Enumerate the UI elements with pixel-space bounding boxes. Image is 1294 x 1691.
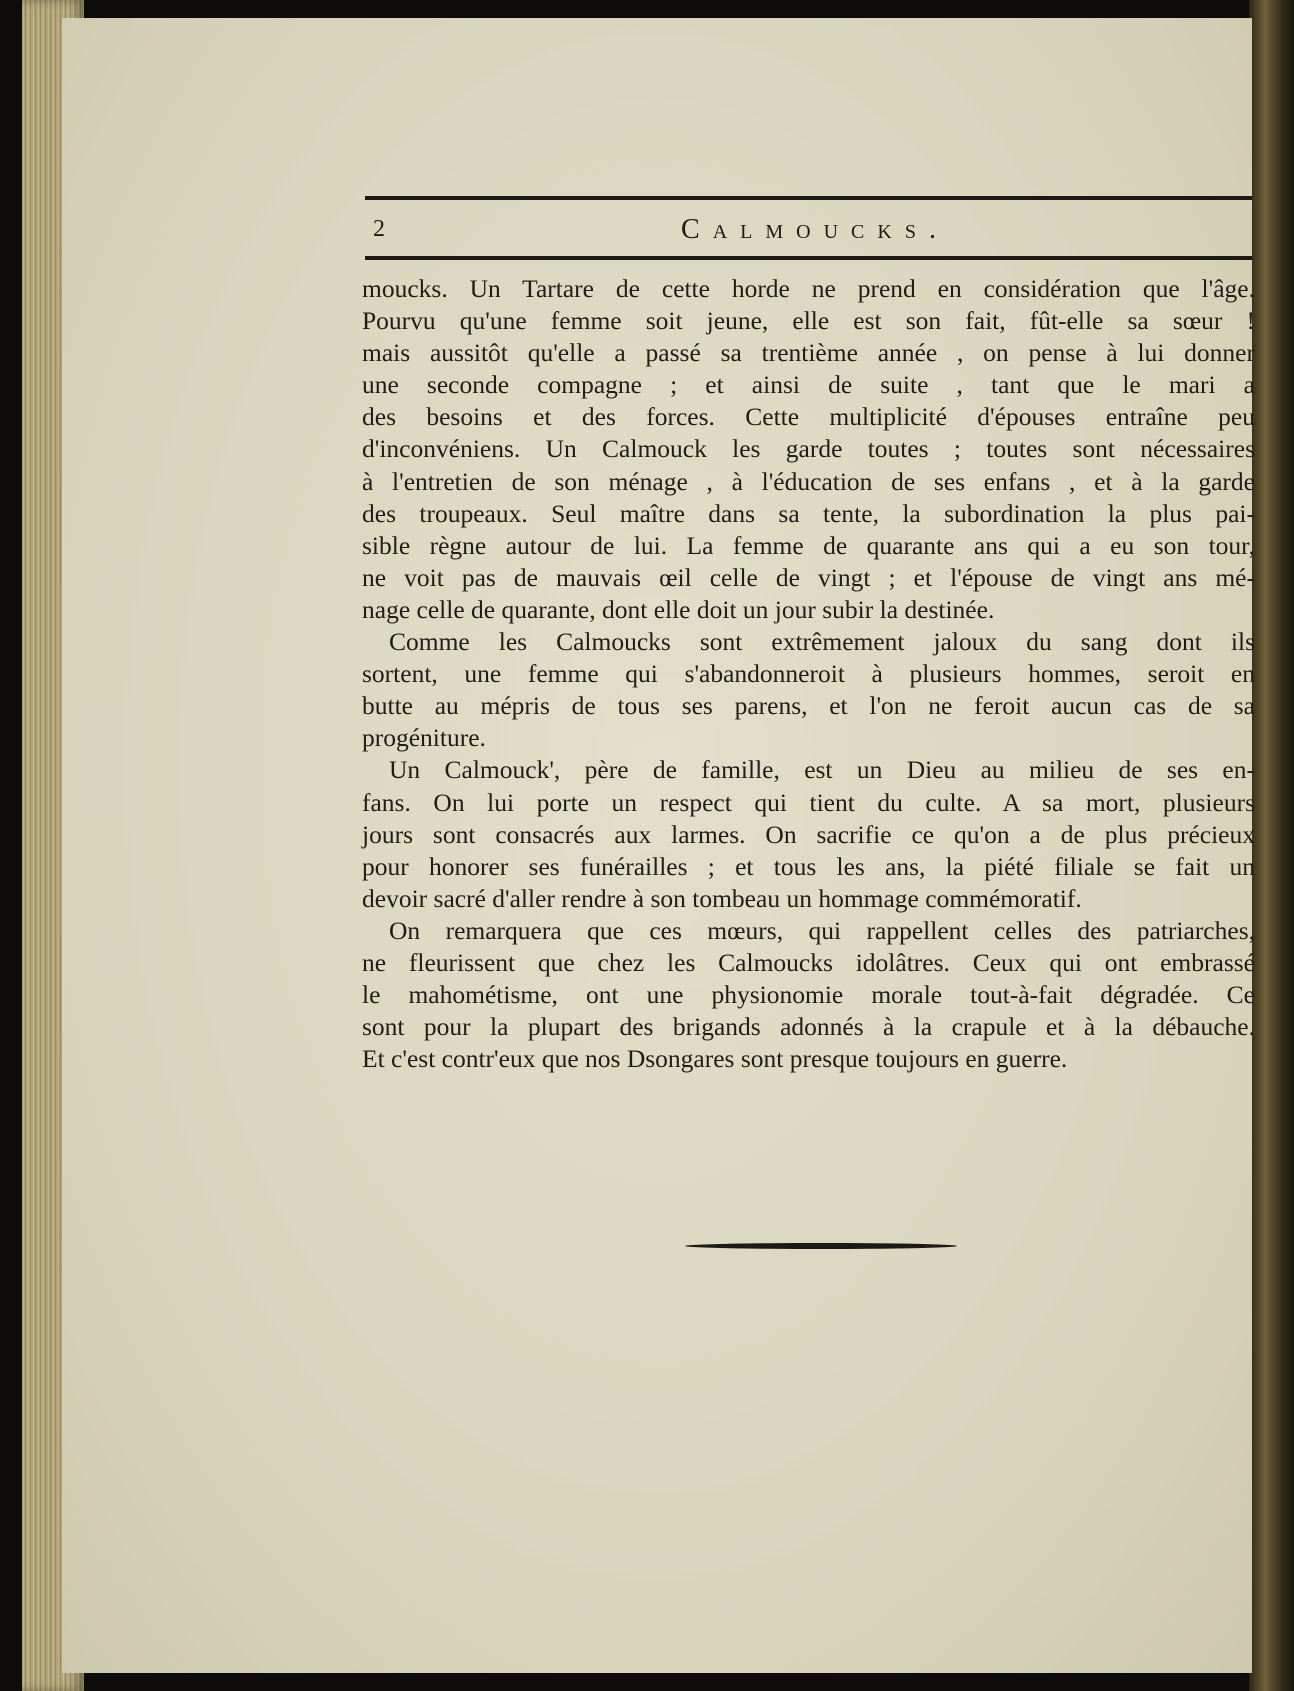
- text-line: progéniture.: [362, 723, 486, 753]
- text-line: sible règne autour de lui. La femme de quarante ans qui a eu son tour,: [362, 530, 1255, 560]
- text-line: devoir sacré d'aller rendre à son tombeau un hommage commémoratif.: [362, 883, 1082, 913]
- paragraph: [362, 626, 1255, 754]
- book-cover-edge: [1249, 0, 1294, 1691]
- text-line: nage celle de quarante, dont elle doit un jour subir la destinée.: [362, 594, 995, 624]
- text-line: sortent, une femme qui s'abandonneroit à plusieurs hommes, seroit en: [362, 659, 1255, 689]
- text-line: pour honorer ses funérailles ; et tous les ans, la piété filiale se fait un: [362, 851, 1255, 881]
- text-line: On remarquera que ces mœurs, qui rappellent celles des patriarches,: [389, 915, 1255, 945]
- page-header: [365, 196, 1252, 266]
- text-line: Un Calmouck', père de famille, est un Dieu au milieu de ses en-: [389, 755, 1255, 785]
- text-line: jours sont consacrés aux larmes. On sacrifie ce qu'on a de plus précieux: [362, 819, 1255, 849]
- text-line: des troupeaux. Seul maître dans sa tente, la subordination la plus pai-: [362, 498, 1255, 528]
- book-page: [62, 18, 1255, 1673]
- text-line: moucks. Un Tartare de cette horde ne prend en considération que l'âge.: [362, 274, 1255, 303]
- text-line: fans. On lui porte un respect qui tient du culte. A sa mort, plusieurs: [362, 787, 1255, 817]
- text-line: mais aussitôt qu'elle a passé sa trentième année , on pense à lui donner: [362, 338, 1255, 368]
- header-rule-bottom: [365, 256, 1252, 260]
- text-line: Comme les Calmoucks sont extrêmement jaloux du sang dont ils: [389, 627, 1255, 657]
- body-text: [362, 273, 1255, 1075]
- text-line: d'inconvéniens. Un Calmouck les garde toutes ; toutes sont nécessaires: [362, 434, 1255, 464]
- header-rule-top: [365, 196, 1252, 200]
- text-line: ne voit pas de mauvais œil celle de vingt ; et l'épouse de vingt ans mé-: [362, 562, 1255, 592]
- text-line: Et c'est contr'eux que nos Dsongares sont presque toujours en guerre.: [362, 1044, 1068, 1074]
- paragraph: [362, 273, 1255, 626]
- text-line: une seconde compagne ; et ainsi de suite , tant que le mari a: [362, 370, 1255, 400]
- page-number: 2: [373, 216, 385, 242]
- running-title: Calmoucks.: [681, 214, 949, 245]
- text-line: des besoins et des forces. Cette multiplicité d'épouses entraîne peu: [362, 402, 1255, 432]
- text-line: ne fleurissent que chez les Calmoucks idolâtres. Ceux qui ont embrassé: [362, 947, 1255, 977]
- text-line: à l'entretien de son ménage , à l'éducation de ses enfans , et à la garde: [362, 466, 1255, 496]
- tailpiece-rule: [685, 1243, 957, 1249]
- text-line: le mahométisme, ont une physionomie morale tout-à-fait dégradée. Ce: [362, 980, 1255, 1010]
- paragraph: [362, 915, 1255, 1075]
- text-line: Pourvu qu'une femme soit jeune, elle est son fait, fût-elle sa sœur !: [362, 306, 1255, 336]
- paragraph: [362, 754, 1255, 914]
- text-line: sont pour la plupart des brigands adonnés à la crapule et à la débauche.: [362, 1012, 1255, 1042]
- text-line: butte au mépris de tous ses parens, et l'on ne feroit aucun cas de sa: [362, 691, 1255, 721]
